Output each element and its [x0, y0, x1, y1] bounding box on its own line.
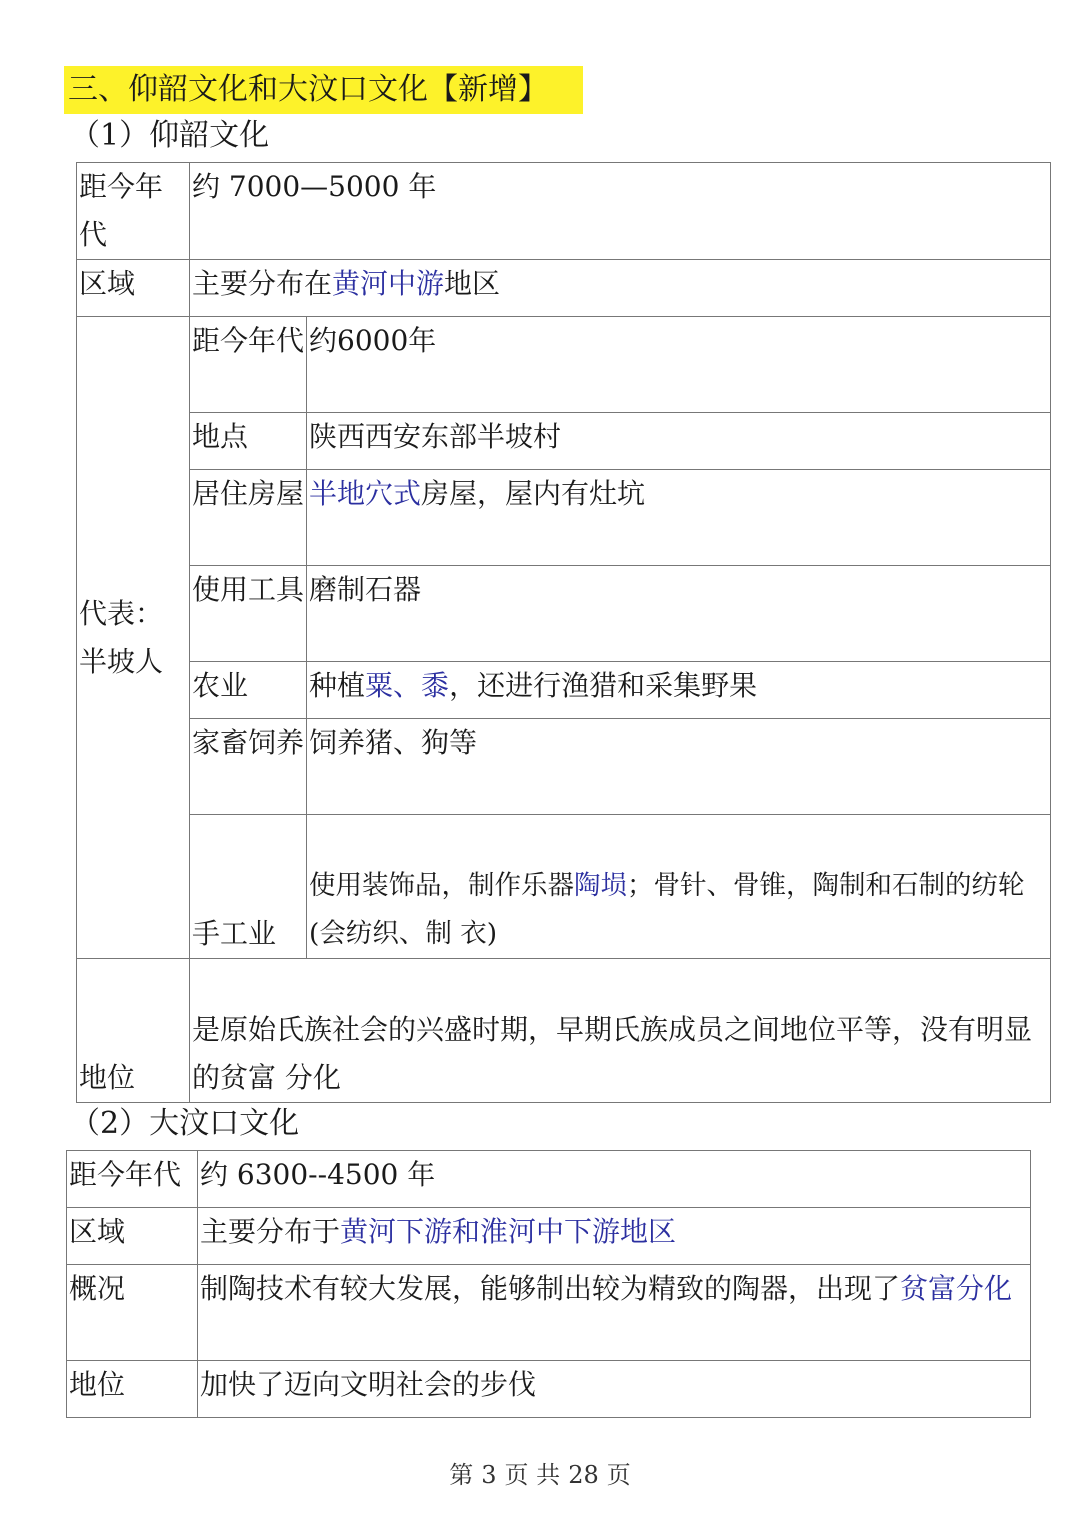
- section-title: 三、仰韶文化和大汶口文化【新增】: [64, 66, 583, 114]
- table-row: [77, 163, 1051, 260]
- region2-highlight: 黄河下游和淮河中下游地区: [340, 1215, 677, 1248]
- row-label: 地位: [67, 1361, 198, 1418]
- table-row: [77, 470, 1051, 566]
- table-row: [67, 1151, 1031, 1208]
- table-row: [77, 662, 1051, 719]
- agri-prefix: 种植: [309, 669, 366, 702]
- table-row: [77, 413, 1051, 470]
- craft-rest: ；骨针、骨锥，陶制和石制的纺轮(会纺织、制 衣): [309, 870, 1025, 949]
- table-row: [77, 566, 1051, 662]
- dwelling-highlight: 半地穴式: [309, 477, 422, 510]
- craft-prefix: 使用装饰品，制作乐器: [309, 870, 574, 901]
- overview-prefix: 制陶技术有较大发展，能够制出较为精致的陶器，出现了: [200, 1272, 901, 1305]
- row-label: 家畜饲养: [190, 719, 307, 815]
- subsection-heading-yangshao: （1）仰韶文化: [70, 118, 270, 153]
- table-row: [67, 1208, 1031, 1265]
- row-value: 约 7000—5000 年: [190, 163, 1051, 260]
- row-value: [307, 662, 1051, 719]
- row-value: 是原始氏族社会的兴盛时期，早期氏族成员之间地位平等，没有明显的贫富 分化: [190, 959, 1051, 1103]
- region2-prefix: 主要分布于: [200, 1215, 341, 1248]
- representative-label: 代表：半坡人: [77, 317, 190, 959]
- table-row: [77, 317, 1051, 413]
- footer-pre: 第: [449, 1461, 474, 1489]
- row-value: [307, 470, 1051, 566]
- row-value: 加快了迈向文明社会的步伐: [198, 1361, 1031, 1418]
- dawenkou-table: [66, 1150, 1031, 1418]
- row-label: 使用工具: [190, 566, 307, 662]
- page-footer: [0, 1458, 1080, 1492]
- row-label: 距今年代: [77, 163, 190, 260]
- subsection-heading-dawenkou: （2）大汶口文化: [70, 1106, 300, 1141]
- row-label: 距今年代: [67, 1151, 198, 1208]
- row-label: 区域: [77, 260, 190, 317]
- table-row: [67, 1265, 1031, 1361]
- region-highlight: 黄河中游: [332, 267, 445, 300]
- row-label: 概况: [67, 1265, 198, 1361]
- row-value: 约6000年: [307, 317, 1051, 413]
- table-row: [77, 815, 1051, 959]
- footer-page-number: 3: [481, 1461, 497, 1489]
- agri-highlight-1: 粟: [365, 669, 394, 702]
- row-value: 约 6300--4500 年: [198, 1151, 1031, 1208]
- footer-total-pages: 28: [568, 1461, 599, 1489]
- row-value: 陕西西安东部半坡村: [307, 413, 1051, 470]
- row-value: 磨制石器: [307, 566, 1051, 662]
- footer-mid: 页 共: [504, 1461, 561, 1489]
- overview-highlight: 贫富分化: [900, 1272, 1013, 1305]
- region-suffix: 地区: [444, 267, 501, 300]
- region-prefix: 主要分布在: [192, 267, 333, 300]
- row-value: [198, 1265, 1031, 1361]
- row-label: 地点: [190, 413, 307, 470]
- agri-highlight-2: 黍: [421, 669, 450, 702]
- table-row: [77, 959, 1051, 1103]
- table-row: [77, 719, 1051, 815]
- row-label: 手工业: [190, 815, 307, 959]
- agri-rest: ，还进行渔猎和采集野果: [449, 669, 758, 702]
- row-value: [198, 1208, 1031, 1265]
- agri-sep: 、: [393, 669, 422, 702]
- footer-post: 页: [606, 1461, 631, 1489]
- row-label: 居住房屋: [190, 470, 307, 566]
- row-value: [307, 815, 1051, 959]
- row-label: 地位: [77, 959, 190, 1103]
- craft-highlight: 陶埙: [574, 870, 627, 901]
- row-label: 区域: [67, 1208, 198, 1265]
- table-row: [67, 1361, 1031, 1418]
- row-value: 饲养猪、狗等: [307, 719, 1051, 815]
- row-label: 距今年代: [190, 317, 307, 413]
- dwelling-rest: 房屋，屋内有灶坑: [421, 477, 646, 510]
- row-label: 农业: [190, 662, 307, 719]
- row-value: [190, 260, 1051, 317]
- yangshao-table: [76, 162, 1051, 1103]
- table-row: [77, 260, 1051, 317]
